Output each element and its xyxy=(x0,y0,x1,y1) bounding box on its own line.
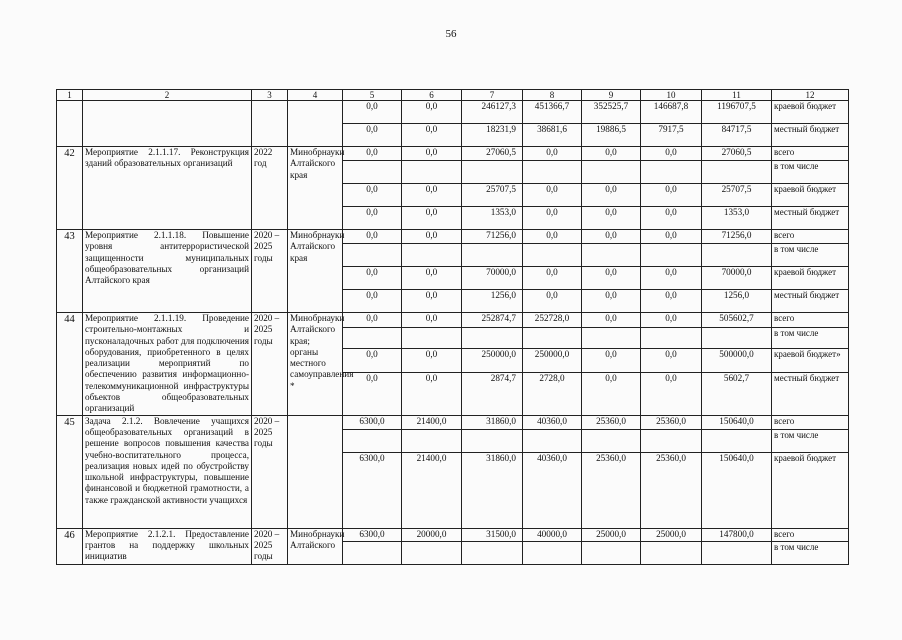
value-cell: 0,0 xyxy=(582,184,641,207)
value-cell: 0,0 xyxy=(402,207,462,230)
row-number: 46 xyxy=(57,528,83,564)
value-cell xyxy=(402,244,462,267)
value-cell xyxy=(343,541,402,564)
value-cell: 25000,0 xyxy=(641,528,702,541)
financing-table xyxy=(56,89,849,565)
value-cell: 0,0 xyxy=(402,184,462,207)
value-cell xyxy=(641,327,702,349)
value-cell: 71256,0 xyxy=(702,230,772,244)
value-cell: 1196707,5 xyxy=(702,101,772,124)
page-number: 56 xyxy=(445,28,457,40)
value-cell xyxy=(402,161,462,184)
value-cell: 0,0 xyxy=(582,230,641,244)
funding-source: местный бюджет xyxy=(772,207,849,230)
r42-row xyxy=(57,147,849,161)
value-cell xyxy=(702,244,772,267)
value-cell: 1256,0 xyxy=(702,290,772,313)
value-cell xyxy=(402,541,462,564)
value-cell: 0,0 xyxy=(343,230,402,244)
funding-source: всего xyxy=(772,313,849,328)
value-cell xyxy=(402,327,462,349)
executor xyxy=(288,415,343,528)
funding-source: в том числе xyxy=(772,244,849,267)
value-cell: 451366,7 xyxy=(523,101,582,124)
value-cell: 19886,5 xyxy=(582,124,641,147)
column-header-10: 10 xyxy=(641,90,702,101)
value-cell: 0,0 xyxy=(402,349,462,373)
value-cell: 25360,0 xyxy=(641,452,702,528)
value-cell: 352525,7 xyxy=(582,101,641,124)
value-cell xyxy=(582,161,641,184)
column-header-9: 9 xyxy=(582,90,641,101)
funding-source: краевой бюджет xyxy=(772,452,849,528)
value-cell xyxy=(582,327,641,349)
measure-description: Мероприятие 2.1.1.19. Проведение строительно-монтажных и пусконаладочных работ для подключения оборудования, приобретенного в целях реализации мероприятий по обеспечению развития информационно-телекоммуникационной инфраструктуры объектов общеобразовательных организаций xyxy=(83,313,252,416)
header-row xyxy=(57,90,849,101)
value-cell: 0,0 xyxy=(582,290,641,313)
funding-source: краевой бюджет xyxy=(772,184,849,207)
column-header-8: 8 xyxy=(523,90,582,101)
value-cell: 0,0 xyxy=(402,124,462,147)
value-cell: 0,0 xyxy=(343,373,402,416)
column-header-5: 5 xyxy=(343,90,402,101)
column-header-6: 6 xyxy=(402,90,462,101)
value-cell: 5602,7 xyxy=(702,373,772,416)
value-cell: 31500,0 xyxy=(462,528,523,541)
value-cell: 31860,0 xyxy=(462,415,523,429)
row-number: 44 xyxy=(57,313,83,416)
value-cell: 0,0 xyxy=(523,184,582,207)
value-cell: 40000,0 xyxy=(523,528,582,541)
value-cell: 0,0 xyxy=(402,230,462,244)
value-cell: 0,0 xyxy=(343,313,402,328)
value-cell: 252874,7 xyxy=(462,313,523,328)
value-cell: 40360,0 xyxy=(523,452,582,528)
value-cell xyxy=(641,541,702,564)
value-cell: 0,0 xyxy=(343,101,402,124)
value-cell: 252728,0 xyxy=(523,313,582,328)
value-cell: 0,0 xyxy=(582,373,641,416)
value-cell: 25707,5 xyxy=(702,184,772,207)
column-header-2: 2 xyxy=(83,90,252,101)
value-cell: 18231,9 xyxy=(462,124,523,147)
executor: Минобрнауки Алтайского края xyxy=(288,230,343,313)
period: 2020 – 2025 годы xyxy=(252,313,288,416)
value-cell: 0,0 xyxy=(402,101,462,124)
value-cell: 0,0 xyxy=(582,267,641,290)
period: 2020 – 2025 годы xyxy=(252,230,288,313)
funding-source: всего xyxy=(772,230,849,244)
value-cell: 38681,6 xyxy=(523,124,582,147)
value-cell: 20000,0 xyxy=(402,528,462,541)
column-header-1: 1 xyxy=(57,90,83,101)
value-cell: 0,0 xyxy=(641,147,702,161)
funding-source: местный бюджет xyxy=(772,124,849,147)
value-cell: 0,0 xyxy=(343,267,402,290)
funding-source: в том числе xyxy=(772,429,849,452)
value-cell xyxy=(523,327,582,349)
value-cell: 84717,5 xyxy=(702,124,772,147)
funding-source: всего xyxy=(772,528,849,541)
value-cell: 0,0 xyxy=(523,290,582,313)
value-cell: 0,0 xyxy=(582,313,641,328)
value-cell: 1353,0 xyxy=(462,207,523,230)
value-cell: 0,0 xyxy=(641,267,702,290)
value-cell: 6300,0 xyxy=(343,528,402,541)
value-cell: 21400,0 xyxy=(402,452,462,528)
value-cell: 0,0 xyxy=(641,207,702,230)
column-header-7: 7 xyxy=(462,90,523,101)
value-cell xyxy=(641,161,702,184)
funding-source: местный бюджет xyxy=(772,373,849,416)
value-cell: 2874,7 xyxy=(462,373,523,416)
value-cell: 31860,0 xyxy=(462,452,523,528)
value-cell: 1256,0 xyxy=(462,290,523,313)
value-cell: 0,0 xyxy=(582,349,641,373)
value-cell: 505602,7 xyxy=(702,313,772,328)
measure-description: Мероприятие 2.1.1.17. Реконструкция зданий образовательных организаций xyxy=(83,147,252,230)
value-cell: 2728,0 xyxy=(523,373,582,416)
value-cell: 0,0 xyxy=(641,313,702,328)
value-cell: 0,0 xyxy=(523,147,582,161)
value-cell xyxy=(702,327,772,349)
executor: Минобрнауки Алтайского края xyxy=(288,147,343,230)
value-cell xyxy=(523,161,582,184)
value-cell xyxy=(523,541,582,564)
value-cell: 40360,0 xyxy=(523,415,582,429)
value-cell: 500000,0 xyxy=(702,349,772,373)
value-cell xyxy=(343,327,402,349)
funding-source: краевой бюджет» xyxy=(772,349,849,373)
value-cell: 0,0 xyxy=(582,207,641,230)
value-cell: 1353,0 xyxy=(702,207,772,230)
r44-row xyxy=(57,313,849,328)
value-cell: 25360,0 xyxy=(582,452,641,528)
value-cell xyxy=(582,429,641,452)
funding-source: в том числе xyxy=(772,327,849,349)
value-cell: 27060,5 xyxy=(462,147,523,161)
value-cell xyxy=(523,429,582,452)
value-cell: 0,0 xyxy=(402,147,462,161)
value-cell: 0,0 xyxy=(523,267,582,290)
value-cell: 0,0 xyxy=(343,207,402,230)
value-cell xyxy=(702,541,772,564)
funding-source: в том числе xyxy=(772,161,849,184)
value-cell: 250000,0 xyxy=(523,349,582,373)
column-header-3: 3 xyxy=(252,90,288,101)
period: 2020 – 2025 годы xyxy=(252,415,288,528)
value-cell xyxy=(462,244,523,267)
value-cell: 0,0 xyxy=(402,267,462,290)
value-cell: 0,0 xyxy=(523,207,582,230)
value-cell: 150640,0 xyxy=(702,452,772,528)
value-cell xyxy=(702,161,772,184)
value-cell: 0,0 xyxy=(343,290,402,313)
value-cell: 70000,0 xyxy=(462,267,523,290)
value-cell: 71256,0 xyxy=(462,230,523,244)
value-cell xyxy=(343,244,402,267)
measure-description: Мероприятие 2.1.1.18. Повышение уровня антитеррористической защищенности муниципальных общеобразовательных организаций Алтайского края xyxy=(83,230,252,313)
value-cell: 7917,5 xyxy=(641,124,702,147)
funding-source: краевой бюджет xyxy=(772,267,849,290)
value-cell: 25707,5 xyxy=(462,184,523,207)
r45-row xyxy=(57,415,849,429)
value-cell: 0,0 xyxy=(641,184,702,207)
value-cell xyxy=(582,541,641,564)
executor: Минобрнауки Алтайского края; органы местного самоуправления * xyxy=(288,313,343,416)
value-cell xyxy=(641,244,702,267)
value-cell xyxy=(462,541,523,564)
funding-source: всего xyxy=(772,147,849,161)
value-cell: 70000,0 xyxy=(702,267,772,290)
value-cell: 0,0 xyxy=(343,147,402,161)
value-cell xyxy=(462,161,523,184)
value-cell: 0,0 xyxy=(641,230,702,244)
value-cell xyxy=(402,429,462,452)
period: 2022 год xyxy=(252,147,288,230)
period xyxy=(252,101,288,147)
value-cell: 0,0 xyxy=(641,373,702,416)
value-cell: 0,0 xyxy=(582,147,641,161)
period: 2020 – 2025 годы xyxy=(252,528,288,564)
value-cell: 0,0 xyxy=(343,349,402,373)
funding-source: местный бюджет xyxy=(772,290,849,313)
row-number: 42 xyxy=(57,147,83,230)
funding-source: всего xyxy=(772,415,849,429)
value-cell: 150640,0 xyxy=(702,415,772,429)
column-header-11: 11 xyxy=(702,90,772,101)
measure-description: Мероприятие 2.1.2.1. Предоставление грантов на поддержку школьных инициатив xyxy=(83,528,252,564)
value-cell: 0,0 xyxy=(402,313,462,328)
value-cell xyxy=(702,429,772,452)
executor xyxy=(288,101,343,147)
value-cell: 21400,0 xyxy=(402,415,462,429)
value-cell: 0,0 xyxy=(402,290,462,313)
value-cell: 25360,0 xyxy=(641,415,702,429)
row-number: 43 xyxy=(57,230,83,313)
r46-row xyxy=(57,528,849,541)
measure-description: Задача 2.1.2. Вовлечение учащихся общеобразовательных организаций в решение вопросов повышения качества учебно-воспитательного процесса, реализация новых идей по обустройству школьной инфраструктуры, повышение финансовой и бюджетной грамотности, а также гражданской активности учащихся xyxy=(83,415,252,528)
funding-source: краевой бюджет xyxy=(772,101,849,124)
value-cell: 25000,0 xyxy=(582,528,641,541)
value-cell xyxy=(523,244,582,267)
value-cell: 0,0 xyxy=(641,290,702,313)
value-cell: 246127,3 xyxy=(462,101,523,124)
value-cell: 0,0 xyxy=(641,349,702,373)
column-header-12: 12 xyxy=(772,90,849,101)
value-cell xyxy=(462,327,523,349)
r43-row xyxy=(57,230,849,244)
executor: Минобрнауки Алтайского xyxy=(288,528,343,564)
value-cell: 0,0 xyxy=(402,373,462,416)
value-cell xyxy=(462,429,523,452)
measure-description xyxy=(83,101,252,147)
value-cell xyxy=(582,244,641,267)
value-cell: 6300,0 xyxy=(343,452,402,528)
value-cell: 250000,0 xyxy=(462,349,523,373)
value-cell xyxy=(641,429,702,452)
funding-source: в том числе xyxy=(772,541,849,564)
value-cell: 0,0 xyxy=(343,124,402,147)
value-cell: 6300,0 xyxy=(343,415,402,429)
row-number: 45 xyxy=(57,415,83,528)
cont-row xyxy=(57,101,849,124)
value-cell xyxy=(343,429,402,452)
value-cell: 27060,5 xyxy=(702,147,772,161)
value-cell xyxy=(343,161,402,184)
value-cell: 0,0 xyxy=(523,230,582,244)
value-cell: 0,0 xyxy=(343,184,402,207)
row-number xyxy=(57,101,83,147)
value-cell: 25360,0 xyxy=(582,415,641,429)
value-cell: 146687,8 xyxy=(641,101,702,124)
column-header-4: 4 xyxy=(288,90,343,101)
value-cell: 147800,0 xyxy=(702,528,772,541)
